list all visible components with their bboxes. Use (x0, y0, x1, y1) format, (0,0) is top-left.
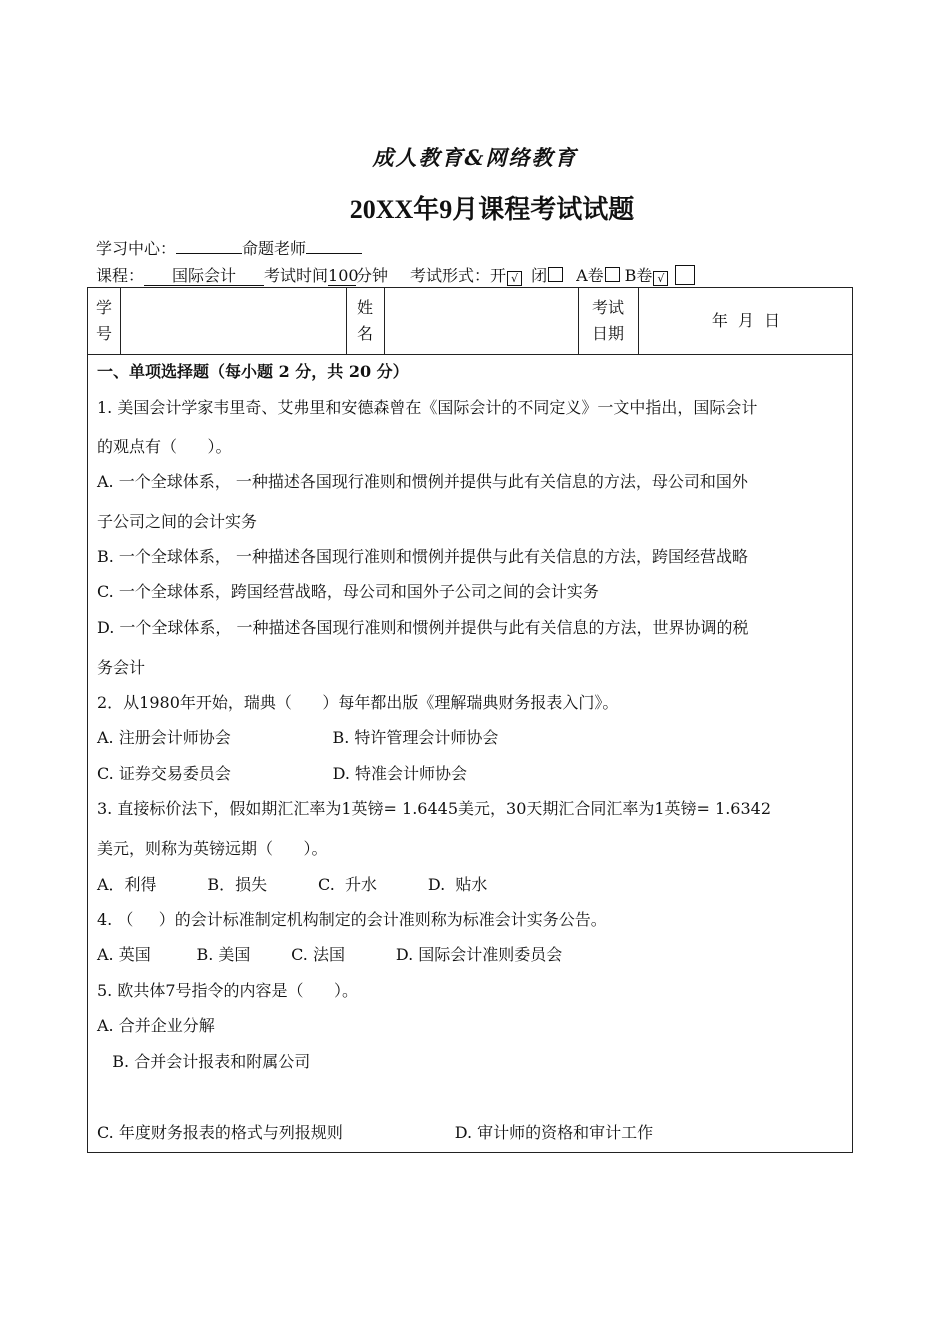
option-line: A. 英国 B. 美国 C. 法国 D. 国际会计准则委员会 (97, 945, 563, 964)
name-label: 姓 名 (356, 298, 373, 343)
paper-a-label: A卷 (576, 266, 604, 285)
meta-line-2 (96, 263, 695, 286)
option-line: A. 合并企业分解 (97, 1016, 215, 1035)
time-unit: 分钟 (356, 266, 389, 285)
center-blank (176, 253, 242, 254)
time-label: 考试时间 (264, 266, 329, 285)
option-line: 子公司之间的会计实务 (97, 512, 258, 531)
option-line: A. 一个全球体系， 一种描述各国现行准则和惯例并提供与此有关信息的方法，母公司和国外 (97, 472, 748, 491)
option-line: D. 一个全球体系， 一种描述各国现行准则和惯例并提供与此有关信息的方法，世界协调的税 (97, 618, 749, 637)
time-value: 100 (328, 266, 359, 285)
blank-box (675, 265, 695, 285)
option-line: A. 注册会计师协会 B. 特许管理会计师协会 (97, 728, 499, 747)
section-heading: 一、单项选择题（每小题 2 分，共 20 分） (97, 362, 409, 381)
question-line: 1. 美国会计学家韦里奇、艾弗里和安德森曾在《国际会计的不同定义》一文中指出，国际会计 (97, 398, 758, 417)
question-line: 美元，则称为英镑远期（ ）。 (97, 839, 328, 858)
header-row-divider (88, 354, 852, 355)
form-label: 考试形式：开 (410, 266, 507, 285)
question-line: 4. （ ）的会计标准制定机构制定的会计准则称为标准会计实务公告。 (97, 910, 607, 929)
closed-label: 闭 (531, 266, 548, 285)
option-line: 务会计 (97, 658, 146, 677)
option-line: B. 一个全球体系， 一种描述各国现行准则和惯例并提供与此有关信息的方法，跨国经营战略 (97, 547, 749, 566)
option-line: C. 年度财务报表的格式与列报规则 D. 审计师的资格和审计工作 (97, 1123, 654, 1142)
question-line: 的观点有（ ）。 (97, 437, 232, 456)
exam-title: 20XX年9月课程考试试题 (349, 195, 635, 224)
exam-date-value: 年 月 日 (711, 311, 781, 330)
paper-a-checkbox (605, 267, 620, 282)
course-label: 课程： (96, 266, 145, 285)
option-line: B. 合并会计报表和附属公司 (97, 1052, 311, 1071)
institution-title: 成人教育&网络教育 (372, 145, 578, 170)
open-checkbox: √ (507, 271, 522, 286)
course-name: 国际会计 (144, 267, 264, 286)
question-line: 2．从1980年开始，瑞典（ ）每年都出版《理解瑞典财务报表入门》。 (97, 693, 619, 712)
option-line: C. 证券交易委员会 D. 特准会计师协会 (97, 764, 467, 783)
divider (384, 288, 385, 354)
exam-frame (87, 287, 853, 1153)
option-line: A．利得 B．损失 C. 升水 D. 贴水 (97, 875, 488, 894)
center-label: 学习中心： (96, 239, 177, 258)
exam-date-label: 考试 日期 (591, 298, 624, 343)
paper-b-checkbox: √ (653, 271, 668, 286)
teacher-blank (306, 253, 362, 254)
closed-checkbox (548, 267, 563, 282)
teacher-label: 命题老师 (242, 239, 307, 258)
paper-b-label: B卷 (624, 266, 653, 285)
meta-line-1 (96, 236, 362, 259)
option-line: C. 一个全球体系，跨国经营战略，母公司和国外子公司之间的会计实务 (97, 582, 599, 601)
divider (120, 288, 121, 354)
question-line: 3. 直接标价法下，假如期汇汇率为1英镑= 1.6445美元，30天期汇合同汇率为1英镑= 1.6342 (97, 799, 772, 818)
student-no-label: 学 号 (95, 298, 112, 343)
question-line: 5. 欧共体7号指令的内容是（ ）。 (97, 981, 359, 1000)
